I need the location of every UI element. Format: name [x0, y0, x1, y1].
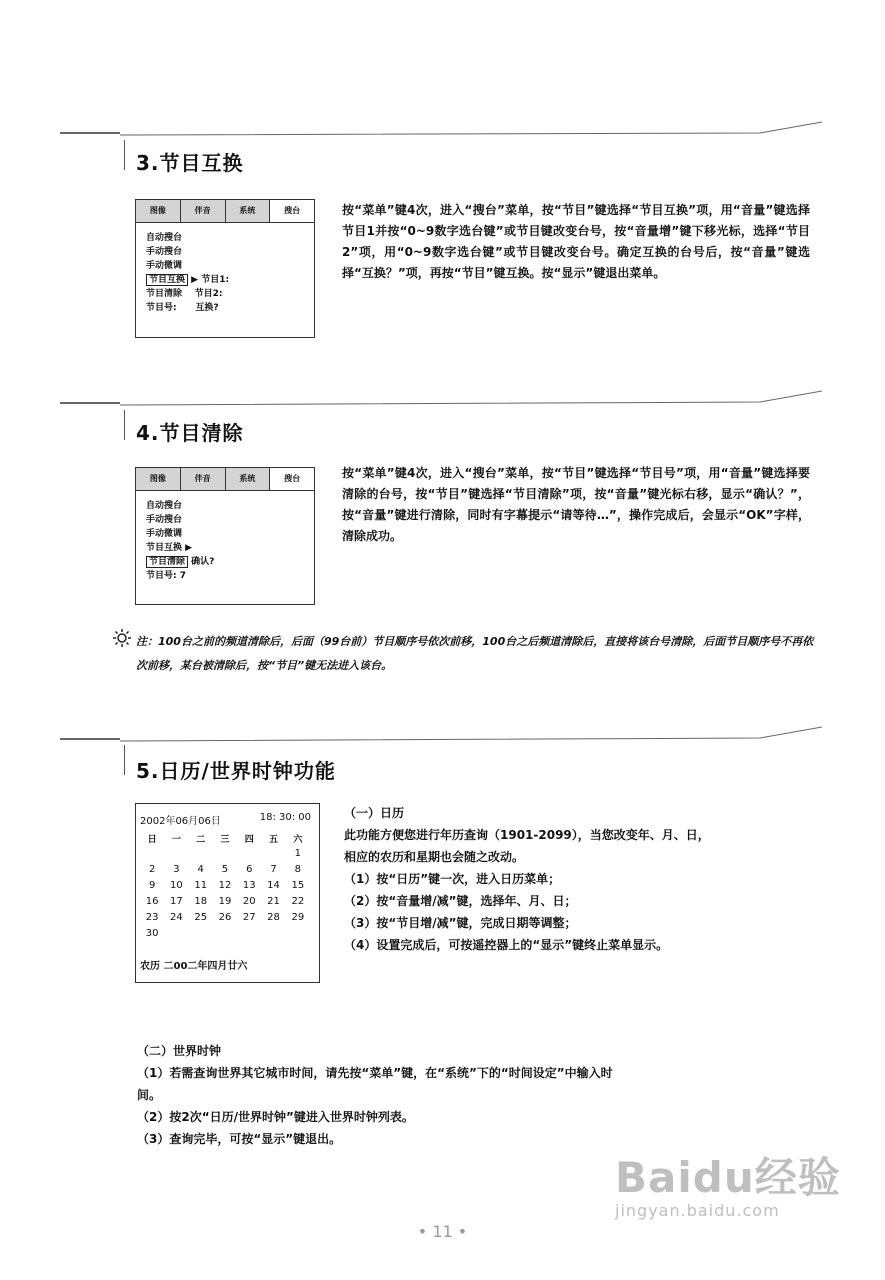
calendar-day	[140, 848, 164, 864]
subheading: （一）日历	[344, 806, 405, 820]
tab-picture: 图像	[136, 200, 181, 222]
tab-search: 搜台	[270, 468, 314, 490]
note-text: 注：100台之前的频道清除后，后面（99台前）节目顺序号依次前移，100台之后频道清除后，直接将该台号清除，后面节目顺序号不再依次前移，某台被清除后，按“节目”键无法进入该台。	[136, 635, 814, 672]
text-line: （1）按“日历”键一次，进入日历菜单；	[344, 872, 561, 886]
lunar-date: 农历 二00二年四月廿六	[140, 961, 248, 972]
title-bar	[124, 410, 125, 440]
osd-menu-swap	[135, 199, 315, 338]
text-line: （2）按“音量增/减”键，选择年、月、日；	[344, 894, 577, 908]
calendar-day: 26	[218, 912, 232, 923]
calendar-day: 1	[294, 848, 302, 859]
calendar-day: 29	[291, 912, 305, 923]
calendar-day: 19	[218, 896, 232, 907]
tab-search: 搜台	[270, 200, 314, 222]
calendar-day: 9	[148, 880, 156, 891]
calendar-day: 2	[148, 864, 156, 875]
section-title: 3.节目互换	[136, 151, 244, 175]
calendar-week-row	[140, 928, 310, 944]
calendar-day	[164, 928, 188, 944]
calendar-day: 16	[145, 896, 159, 907]
menu-row: 节目互换 ▶	[146, 543, 193, 553]
calendar-day: 6	[246, 864, 253, 875]
weekday-label: 三	[220, 835, 230, 845]
calendar-day	[261, 928, 285, 944]
calendar-week-row	[140, 880, 310, 896]
text-line: （2）按2次“日历/世界时钟”键进入世界时钟列表。	[137, 1110, 414, 1124]
watermark	[615, 1145, 841, 1220]
calendar-day	[237, 848, 261, 864]
weekday-label: 二	[196, 835, 206, 845]
calendar-day	[213, 928, 237, 944]
weekday-label: 六	[293, 835, 303, 845]
osd-menu-clear	[135, 467, 315, 605]
calendar-day: 5	[221, 864, 229, 875]
calendar-day: 23	[145, 912, 159, 923]
text-line: （1）若需查询世界其它城市时间，请先按“菜单”键，在“系统”下的“时间设定”中输入时	[137, 1066, 613, 1080]
weekday-label: 一	[171, 835, 181, 845]
weekday-row	[140, 832, 310, 848]
menu-row: 手动微调	[146, 529, 183, 539]
calendar-day: 27	[242, 912, 256, 923]
menu-row-selected: 节目互换 ▶ 节目1:	[136, 273, 314, 287]
calendar-week-row	[140, 864, 310, 880]
calendar-day: 12	[218, 880, 232, 891]
calendar-day: 24	[170, 912, 183, 923]
calendar-time: 18: 30: 00	[259, 812, 311, 823]
calendar-day	[189, 848, 213, 864]
title-bar	[124, 745, 125, 775]
weekday-label: 日	[147, 835, 157, 845]
tab-sound: 伴音	[181, 200, 226, 222]
text-line: （4）设置完成后，可按遥控器上的“显示”键终止菜单显示。	[344, 938, 669, 952]
menu-row: 节目号: 7	[146, 571, 187, 581]
calendar-day: 28	[267, 912, 280, 923]
text-line: （3）查询完毕，可按“显示”键退出。	[137, 1132, 342, 1146]
world-clock-instructions	[137, 1040, 613, 1150]
tab-system: 系统	[226, 200, 271, 222]
menu-row: 节目号: 互换?	[146, 303, 219, 313]
calendar-day	[189, 928, 213, 944]
calendar-day: 21	[267, 896, 280, 907]
subheading: （二）世界时钟	[137, 1044, 222, 1058]
calendar-grid	[140, 832, 310, 944]
sun-icon	[112, 628, 132, 648]
watermark-brand: Baidu经验	[615, 1153, 841, 1202]
menu-row: 自动搜台	[146, 233, 183, 243]
menu-row: 手动搜台	[146, 247, 183, 257]
calendar-day: 7	[270, 864, 277, 875]
calendar-week-row	[140, 912, 310, 928]
weekday-label: 五	[269, 835, 279, 845]
calendar-day: 15	[291, 880, 305, 891]
calendar-day: 18	[194, 896, 208, 907]
calendar-day	[286, 928, 310, 944]
instruction-text: 按“菜单”键4次，进入“搜台”菜单，按“节目”键选择“节目号”项，用“音量”键选择要清除的台号，按“节目”键选择“节目清除”项，按“音量”键光标右移，显示“确认？”，按“音量”键进行清除，同时有字幕提示“请等待…”，操作完成后，会显示“OK”字样，清除成功。	[342, 466, 810, 543]
calendar-date: 2002年06月06日	[140, 816, 221, 827]
instruction-text: 按“菜单”键4次，进入“搜台”菜单，按“节目”键选择“节目互换”项，用“音量”键选择节目1并按“0~9数字选台键”或节目键改变台号，按“音量增”键下移光标，选择“节目2”项，用“0~9数字选台键”或节目键改变台号。确定互换的台号后，按“音量”键选择“互换？”项，再按“节目”键互换。按“显示”键退出菜单。	[342, 203, 810, 280]
weekday-label: 四	[244, 835, 254, 845]
calendar-day: 17	[170, 896, 183, 907]
menu-tabs	[136, 200, 314, 223]
title-bar	[124, 140, 125, 170]
calendar-week-row	[140, 896, 310, 912]
page-number: • 11 •	[417, 1222, 468, 1241]
calendar-day: 8	[294, 864, 302, 875]
text-line: 此功能方便您进行年历查询（1901-2099），当您改变年、月、日，	[344, 828, 710, 842]
calendar-day: 25	[194, 912, 208, 923]
tab-system: 系统	[226, 468, 271, 490]
calendar-instructions	[344, 802, 710, 956]
calendar-week-row	[140, 848, 310, 864]
calendar-day	[237, 928, 261, 944]
text-line: 间。	[137, 1088, 162, 1102]
calendar-day: 13	[242, 880, 256, 891]
text-line: 相应的农历和星期也会随之改动。	[344, 850, 525, 864]
menu-row: 手动微调	[146, 261, 183, 271]
calendar-screen	[135, 803, 320, 983]
menu-tabs	[136, 468, 314, 491]
calendar-day	[213, 848, 237, 864]
tab-sound: 伴音	[181, 468, 226, 490]
calendar-day: 10	[170, 880, 183, 891]
section-title: 5.日历/世界时钟功能	[136, 759, 336, 783]
calendar-day: 30	[145, 928, 159, 939]
menu-row: 手动搜台	[146, 515, 183, 525]
menu-row: 节目清除 节目2:	[146, 289, 223, 299]
menu-row: 自动搜台	[146, 501, 183, 511]
tab-picture: 图像	[136, 468, 181, 490]
calendar-day	[261, 848, 285, 864]
calendar-day: 4	[197, 864, 204, 875]
calendar-day: 20	[242, 896, 256, 907]
calendar-day	[164, 848, 188, 864]
section-title: 4.节目清除	[136, 421, 244, 445]
watermark-url: jingyan.baidu.com	[615, 1201, 780, 1220]
calendar-day: 22	[291, 896, 305, 907]
calendar-day: 14	[267, 880, 280, 891]
text-line: （3）按“节目增/减”键，完成日期等调整；	[344, 916, 577, 930]
calendar-day: 11	[194, 880, 208, 891]
calendar-day: 3	[173, 864, 180, 875]
menu-row-selected: 节目清除 确认?	[136, 555, 314, 569]
